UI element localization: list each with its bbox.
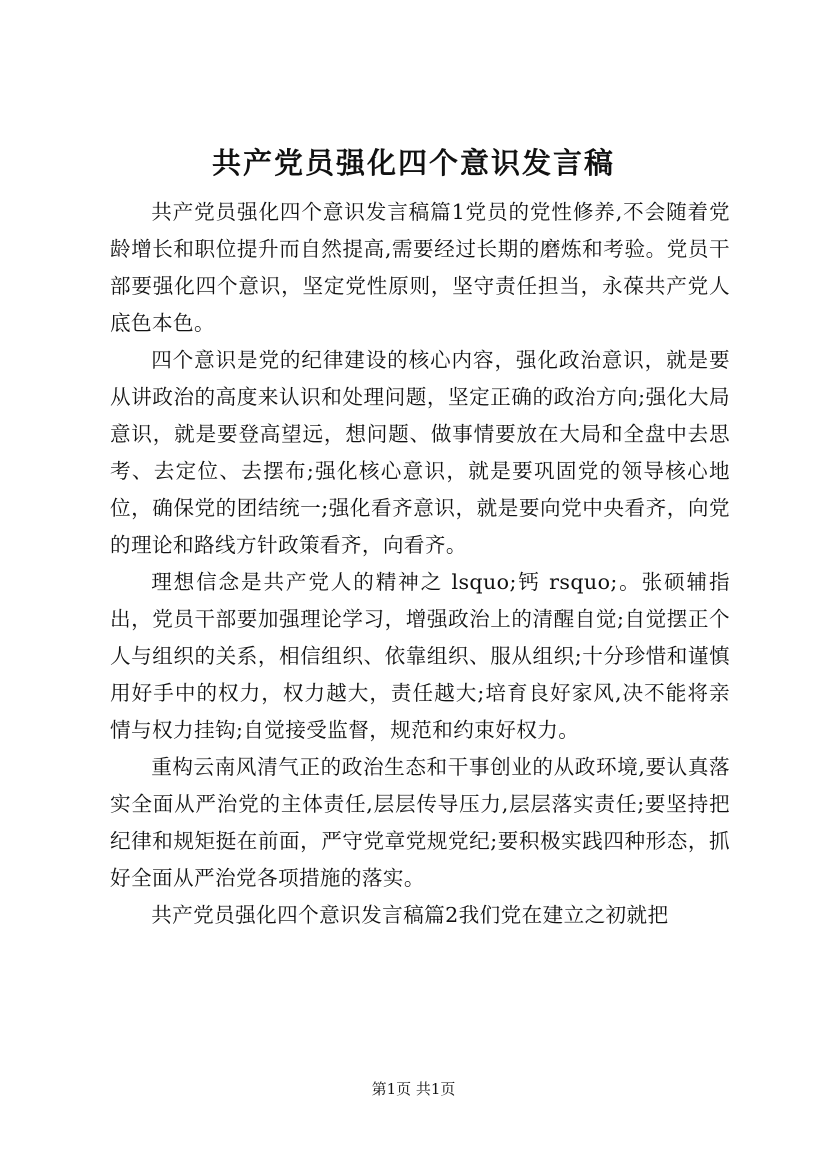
document-body — [110, 194, 730, 934]
paragraph: 重构云南风清气正的政治生态和干事创业的从政环境,要认真落实全面从严治党的主体责任,层层传导压力,层层落实责任;要坚持把纪律和规矩挺在前面，严守党章党规党纪;要积极实践四种形态，抓好全面从严治党各项措施的落实。 — [110, 755, 730, 890]
paragraph: 四个意识是党的纪律建设的核心内容，强化政治意识，就是要从讲政治的高度来认识和处理问题，坚定正确的政治方向;强化大局意识，就是要登高望远，想问题、做事情要放在大局和全盘中去思考、去定位、去摆布;强化核心意识，就是要巩固党的领导核心地位，确保党的团结统一;强化看齐意识，就是要向党中央看齐，向党的理论和路线方针政策看齐，向看齐。 — [110, 348, 730, 557]
paragraph: 理想信念是共产党人的精神之 lsquo;钙 rsquo;。张硕辅指出，党员干部要加强理论学习，增强政治上的清醒自觉;自觉摆正个人与组织的关系，相信组织、依靠组织、服从组织;十分珍惜和谨慎用好手中的权力，权力越大，责任越大;培育良好家风,决不能将亲情与权力挂钩;自觉接受监督，规范和约束好权力。 — [110, 570, 730, 742]
paragraph: 共产党员强化四个意识发言稿篇2我们党在建立之初就把 — [151, 903, 669, 927]
paragraph: 共产党员强化四个意识发言稿篇1党员的党性修养,不会随着党龄增长和职位提升而自然提高,需要经过长期的磨炼和考验。党员干部要强化四个意识，坚定党性原则，坚守责任担当，永葆共产党人底色本色。 — [110, 200, 730, 335]
page-footer: 第1页 共1页 — [371, 1080, 456, 1098]
document-title: 共产党员强化四个意识发言稿 — [211, 146, 615, 180]
